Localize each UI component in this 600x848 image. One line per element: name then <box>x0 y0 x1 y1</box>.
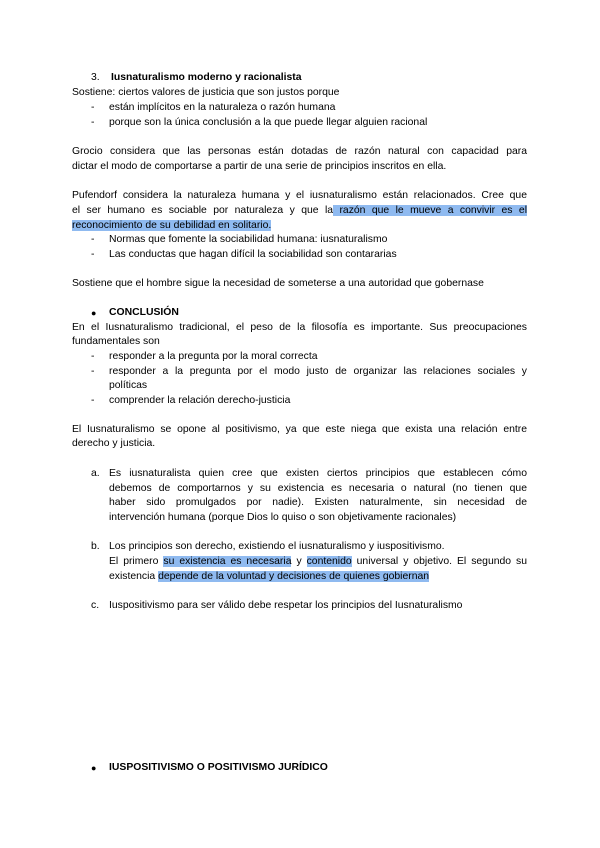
plain-text: El primero <box>109 556 164 567</box>
pufendorf-paragraph-line: Pufendorf considera la naturaleza humana y el iusnaturalismo están relacionados. Cree que <box>72 190 527 201</box>
list-item: están implícitos en la naturaleza o razón humana <box>109 102 336 113</box>
item-label: b. <box>91 541 100 552</box>
positivism-paragraph-line: El Iusnaturalismo se opone al positivismo, ya que este niega que exista una relación entre <box>72 424 527 435</box>
list-dash: - <box>91 117 95 128</box>
item-b-line: Los principios son derecho, existiendo el iusnaturalismo y iuspositivismo. <box>109 541 445 552</box>
item-label: c. <box>91 600 100 611</box>
list-item: responder a la pregunta por el modo justo de organizar las relaciones sociales y <box>109 366 527 377</box>
plain-text: universal y objetivo. El segundo su <box>351 556 528 567</box>
item-a-line: haber sido promulgados por nadie). Existen naturalmente, sin necesidad de <box>109 497 527 508</box>
item-a-line: debemos de comportarnos y su existencia es necesaria o natural (no tienen que <box>109 483 527 494</box>
plain-text: existencia <box>109 571 159 582</box>
highlighted-text: su existencia es necesaria <box>163 556 292 567</box>
section-intro: Sostiene: ciertos valores de justicia que son justos porque <box>72 87 340 98</box>
highlighted-text: razón que le mueve a convivir es el <box>333 205 528 216</box>
conclusion-paragraph-line: En el Iusnaturalismo tradicional, el peso de la filosofía es importante. Sus preocupaciones <box>72 322 527 333</box>
list-dash: - <box>91 351 95 362</box>
highlighted-text: reconocimiento de su debilidad en solitario. <box>72 220 272 231</box>
item-b-line <box>109 555 527 569</box>
section-title: Iusnaturalismo moderno y racionalista <box>111 72 302 83</box>
section-number: 3. <box>91 72 100 83</box>
plain-text: el ser humano es sociable por naturaleza y que la <box>72 205 334 216</box>
item-a-line: intervención humana (porque Dios lo quiso o son objetivamente racionales) <box>109 512 457 523</box>
authority-paragraph: Sostiene que el hombre sigue la necesidad de someterse a una autoridad que gobernase <box>72 278 484 289</box>
list-item-continuation: políticas <box>109 380 148 391</box>
pufendorf-paragraph-line <box>72 204 527 218</box>
item-c-line: Iuspositivismo para ser válido debe respetar los principios del Iusnaturalismo <box>109 600 463 611</box>
list-item: porque son la única conclusión a la que puede llegar alguien racional <box>109 117 428 128</box>
list-item: Normas que fomente la sociabilidad humana: iusnaturalismo <box>109 234 388 245</box>
next-section-heading: IUSPOSITIVISMO O POSITIVISMO JURÍDICO <box>109 762 328 773</box>
list-item: Las conductas que hagan difícil la sociabilidad son contararias <box>109 249 397 260</box>
list-dash: - <box>91 366 95 377</box>
plain-text: y <box>291 556 307 567</box>
item-label: a. <box>91 468 100 479</box>
conclusion-heading: CONCLUSIÓN <box>109 307 179 318</box>
bullet-icon: ● <box>91 763 97 773</box>
positivism-paragraph-line: derecho y justicia. <box>72 438 156 449</box>
list-dash: - <box>91 234 95 245</box>
conclusion-paragraph-line: fundamentales son <box>72 336 160 347</box>
list-item: responder a la pregunta por la moral correcta <box>109 351 318 362</box>
list-dash: - <box>91 249 95 260</box>
list-dash: - <box>91 102 95 113</box>
list-item: comprender la relación derecho-justicia <box>109 395 291 406</box>
grocio-paragraph-line: dictar el modo de comportarse a partir de una serie de principios inscritos en ella. <box>72 161 447 172</box>
highlighted-text: depende de la voluntad y decisiones de quienes gobiernan <box>158 571 430 582</box>
list-dash: - <box>91 395 95 406</box>
pufendorf-paragraph-line <box>72 219 271 233</box>
grocio-paragraph-line: Grocio considera que las personas están dotadas de razón natural con capacidad para <box>72 146 527 157</box>
item-b-line <box>109 570 429 584</box>
highlighted-text: contenido <box>306 556 352 567</box>
item-a-line: Es iusnaturalista quien cree que existen ciertos principios que establecen cómo <box>109 468 527 479</box>
bullet-icon: ● <box>91 308 97 318</box>
